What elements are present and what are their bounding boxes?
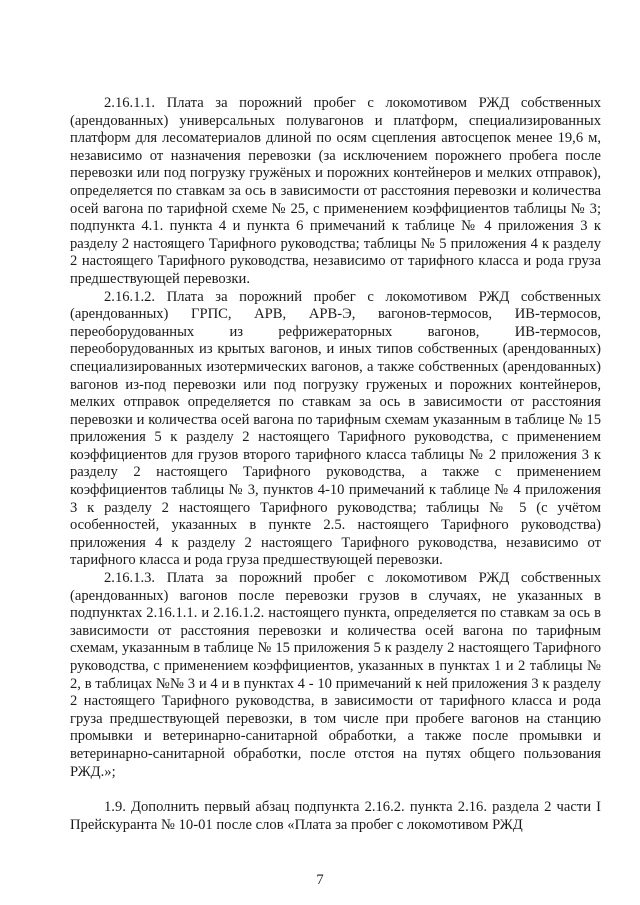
paragraph-1-9: 1.9. Дополнить первый абзац подпункта 2.16.2. пункта 2.16. раздела 2 части I Прейскуранта № 10-01 после слов «Плата за пробег с локомотивом РЖД (70, 799, 601, 833)
paragraph-2-16-1-1: 2.16.1.1. Плата за порожний пробег с локомотивом РЖД собственных (арендованных) универсальных полувагонов и платформ, специализированных платформ для лесоматериалов длиной по осям сцепления автосцепок менее 19,6 м, независимо от назначения перевозки (за исключением порожнего пробега после перевозки или под погрузку гружёных и порожних контейнеров и мелких отправок), определяется по ставкам за ось в зависимости от расстояния перевозки и количества осей вагона по тарифной схеме № 25, с применением коэффициентов таблицы № 3; подпункта 4.1. пункта 4 и пункта 6 примечаний к таблице № 4 приложения 3 к разделу 2 настоящего Тарифного руководства; таблицы № 5 приложения 4 к разделу 2 настоящего Тарифного руководства, независимо от тарифного класса и рода груза предшествующей перевозки. (70, 95, 601, 287)
paragraph-2-16-1-3: 2.16.1.3. Плата за порожний пробег с локомотивом РЖД собственных (арендованных) вагонов после перевозки грузов в случаях, не указанных в подпунктах 2.16.1.1. и 2.16.1.2. настоящего пункта, определяется по ставкам за ось в зависимости от расстояния перевозки и количества осей вагона по тарифным схемам, указанным в таблице № 15 приложения 5 к разделу 2 настоящего Тарифного руководства, с применением коэффициентов, указанных в пунктах 1 и 2 таблицы № 2, в таблицах №№ 3 и 4 и в пунктах 4 - 10 примечаний к ней приложения 3 к разделу 2 настоящего Тарифного руководства, в зависимости от тарифного класса и рода груза предшествующей перевозки, в том числе при пробеге вагонов на станцию промывки и ветеринарно-санитарной обработки, а также после промывки и ветеринарно-санитарной обработки, после отстоя на путях общего пользования РЖД.»; (70, 570, 601, 780)
page-number: 7 (316, 872, 324, 888)
paragraph-2-16-1-2: 2.16.1.2. Плата за порожний пробег с локомотивом РЖД собственных (арендованных) ГРПС, АРВ, АРВ-Э, вагонов-термосов, ИВ-термосов, переоборудованных из рефрижераторных вагонов, ИВ-термосов, переоборудованных из крытых вагонов, и иных типов собственных (арендованных) специализированных изотермических вагонов, а также собственных (арендованных) вагонов из-под перевозки или под погрузку груженых и порожних контейнеров, мелких отправок определяется по ставкам за ось в зависимости от расстояния перевозки и количества осей вагона по тарифным схемам указанным в таблице № 15 приложения 5 к разделу 2 настоящего Тарифного руководства, с применением коэффициентов для грузов второго тарифного класса таблицы № 2 приложения 3 к разделу 2 настоящего Тарифного руководства, а также с применением коэффициентов таблицы № 3, пунктов 4-10 примечаний к таблице № 4 приложения 3 к разделу 2 настоящего Тарифного руководства; таблицы № 5 (с учётом особенностей, указанных в пункте 2.5. настоящего Тарифного руководства) приложения 4 к разделу 2 настоящего Тарифного руководства, независимо от тарифного класса и рода груза предшествующей перевозки. (70, 288, 601, 569)
document-body (70, 95, 601, 834)
